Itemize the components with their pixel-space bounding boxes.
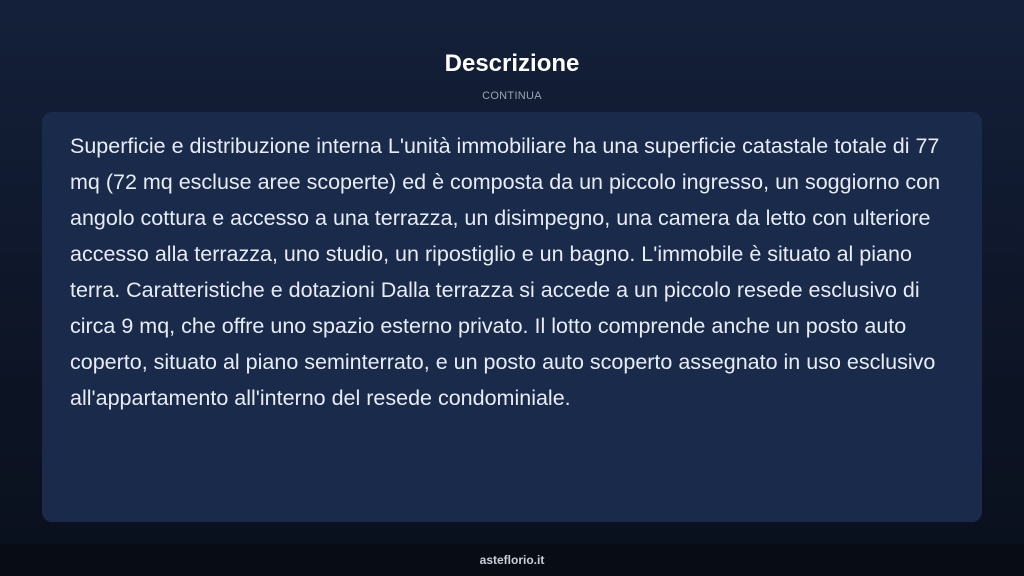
description-text: Superficie e distribuzione interna L'unità immobiliare ha una superficie catastale totale di 77 mq (72 mq escluse aree scoperte) ed è composta da un piccolo ingresso, un soggiorno con angolo cottura e accesso a una terrazza, un disimpegno, una camera da letto con ulteriore accesso alla terrazza, uno studio, un ripostiglio e un bagno. L'immobile è situato al piano terra. Caratteristiche e dotazioni Dalla terrazza si accede a un piccolo resede esclusivo di circa 9 mq, che offre uno spazio esterno privato. Il lotto comprende anche un posto auto coperto, situato al piano seminterrato, e un posto auto scoperto assegnato in uso esclusivo all'appartamento all'interno del resede condominiale. [70, 134, 941, 410]
site-name: asteflorio.it [479, 553, 545, 567]
description-card [42, 112, 982, 522]
page-subtitle: CONTINUA [482, 90, 542, 102]
footer-bar [0, 544, 1024, 576]
page-title: Descrizione [444, 50, 580, 77]
